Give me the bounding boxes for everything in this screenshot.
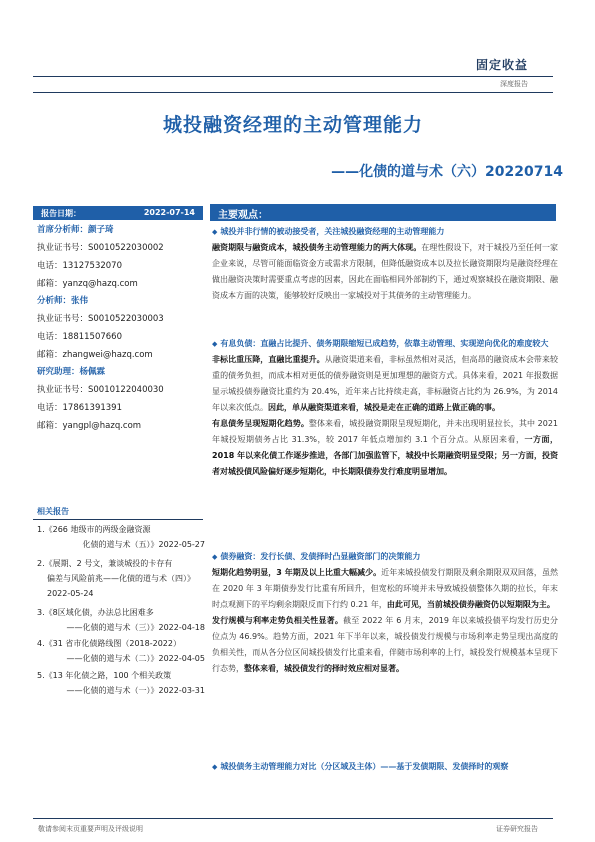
point-1	[212, 224, 558, 304]
point-3	[212, 549, 558, 677]
analyst-2-role: 分析师：张伟	[37, 296, 89, 306]
point-1-lead: 融资期限与融资成本，城投债务主动管理能力的两大体现。	[212, 243, 422, 252]
point-2a-text: 从融资渠道来看，非标虽然相对灵活，但高昂的融资成本会带来较重的债务负担，而成本相对更低的债券融资则是更加理想的融资方式。具体来看，2021 年报数据显示城投债券融资比重约为 20.4%，近年来占比持续走高，非标融资占比约为 26.9%，为 2014 年以来次低点。	[212, 355, 559, 412]
point-2a-conclusion: 因此，单从融资渠道来看，城投是走在正确的道路上做正确的事。	[268, 403, 500, 412]
point-3b-body	[212, 613, 558, 677]
analyst-3-cert: 执业证书号：S0010122040030	[37, 385, 164, 395]
point-2-heading	[212, 336, 558, 352]
point-4-heading-text: 城投债务主动管理能力对比（分区域及主体）——基于发债期限、发债择时的观察	[220, 762, 509, 771]
report-title: 城投融资经理的主动管理能力	[162, 114, 423, 136]
analyst-2-email[interactable]: 邮箱：zhangwei@hazq.com	[37, 350, 153, 360]
related-item-5[interactable]	[37, 668, 205, 698]
point-3b-conclusion: 整体来看，城投债发行的择时效应相对显著。	[244, 664, 404, 673]
point-2b-text: 整体来看，城投融资期限呈现短期化，并未出现明显拉长，其中 2021 年城投短期债务占比 31.3%，较 2017 年低点增加约 3.1 个百分点。从原因来看，	[212, 419, 558, 444]
footer-rule	[33, 818, 553, 819]
point-3a-text: 近年来城投债发行期限及剩余期限双双回落，虽然在 2020 年 3 年期债券发行比重有所回升，但宽松的环境并未导致城投债整体久期的拉长，年末时点观测下的平均剩余期限反而下行约 0.21 年，	[212, 568, 558, 609]
related-item-3-line2: ——化债的道与术（三）》2022-04-18	[66, 623, 205, 632]
related-item-1-line1: 1.《266 地级市的两级金融资源	[37, 525, 151, 534]
analyst-2-cert: 执业证书号：S0010522030003	[37, 314, 164, 324]
related-item-4-line1: 4.《31 省市化债路线图（2018-2022）	[37, 639, 181, 648]
point-1-body	[212, 240, 558, 304]
analyst-3-role: 研究助理：杨佩霖	[37, 367, 106, 377]
point-2	[212, 336, 558, 480]
related-rule	[33, 519, 203, 520]
report-date-label: 报告日期：	[41, 209, 81, 218]
header-rule	[33, 76, 553, 77]
analyst-3-email[interactable]: 邮箱：yangpl@hazq.com	[37, 421, 142, 431]
footer-disclaimer[interactable]: 敬请参阅末页重要声明及评级说明	[38, 825, 143, 833]
related-item-4-line2: ——化债的道与术（二）》2022-04-05	[66, 654, 205, 663]
report-date-value: 2022-07-14	[143, 208, 195, 217]
point-2a-body	[212, 352, 558, 416]
main-points-bar	[210, 204, 556, 221]
point-3b-text: 截至 2022 年 6 月末，2019 年以来城投债平均发行历史分位点为 46.9%。趋势方面，2021 年下半年以来，城投债发行规模与市场利率走势呈现出高度的负相关性，而从各分位区间城投债发行比重来看，伴随市场利率的上行，城投发行规模基本呈现下行态势，	[212, 616, 558, 673]
point-2-heading-text: 有息负债：直融占比提升、债务期限缩短已成趋势，依靠主动管理、实现逆向优化的难度较大	[220, 339, 549, 348]
analyst-1-role: 首席分析师：颜子琦	[37, 225, 114, 235]
related-item-3-line1: 3.《8区域化债，办法总比困难多	[37, 608, 154, 617]
report-date-bar	[33, 206, 203, 220]
header-rule-bottom	[33, 92, 553, 93]
point-2b-lead: 有息债务呈现短期化趋势。	[212, 419, 309, 428]
point-2b-conclusion: 一方面，2018 年以来化债工作逐步推进，各部门加强监管下，城投中长期融资明显受限；另一方面，投资者对城投债风险偏好逐步短期化，中长期限债券发行难度明显增加。	[212, 435, 558, 476]
point-4	[212, 759, 558, 775]
related-item-2-line1: 2.《展期、2 号文，兼谈城投的卡存有	[37, 559, 173, 568]
point-2a-lead: 非标比重压降，直融比重提升。	[212, 355, 325, 364]
point-3a-lead: 短期化趋势明显，3 年期及以上比重大幅减少。	[212, 568, 382, 577]
footer-label: 证券研究报告	[496, 825, 538, 833]
diamond-bullet-icon: ◆	[212, 228, 218, 236]
report-type: 深度报告	[500, 80, 528, 88]
point-3a-body	[212, 565, 558, 613]
point-3-heading	[212, 549, 558, 565]
point-3-heading-text: 债券融资：发行长债、发债择时凸显融资部门的决策能力	[220, 552, 421, 561]
related-item-4[interactable]	[37, 636, 205, 666]
related-item-3[interactable]	[37, 605, 205, 635]
diamond-bullet-icon: ◆	[212, 340, 218, 348]
related-item-1-line2: 化债的道与术（五）》2022-05-27	[82, 540, 205, 549]
point-1-text: 在理性假设下，对于城投乃至任何一家企业来说，尽管可能面临资金方或需求方限制，但降低融资成本以及拉长融资期限均是融资经理在做出融资决策时需要重点考虑的因素，因此在面临相同外部制约下，通过观察城投在融资期限、融资成本方面的决策，能够较好反映出一家城投对于其债务的主动管理能力。	[212, 243, 559, 300]
diamond-bullet-icon: ◆	[212, 553, 218, 561]
related-item-1[interactable]	[37, 522, 205, 552]
analyst-3-phone: 电话：17861391391	[37, 403, 122, 413]
point-1-heading	[212, 224, 558, 240]
related-heading: 相关报告	[37, 507, 69, 516]
related-item-2-line2: 偏差与风险前兆——化债的道与术（四）》2022-05-24	[47, 574, 195, 598]
point-2b-body	[212, 416, 558, 480]
analyst-1-email[interactable]: 邮箱：yanzq@hazq.com	[37, 279, 138, 289]
report-category: 固定收益	[476, 58, 529, 72]
main-points-title: 主要观点：	[218, 210, 268, 221]
related-item-5-line1: 5.《13 年化债之路，100 个相关政策	[37, 671, 172, 680]
analyst-1-cert: 执业证书号：S0010522030002	[37, 243, 164, 253]
point-1-heading-text: 城投并非行情的被动接受者，关注城投融资经理的主动管理能力	[220, 227, 445, 236]
point-3b-lead: 发行规模与利率走势负相关性显著。	[212, 616, 344, 625]
analyst-1-phone: 电话：13127532070	[37, 261, 122, 271]
point-3a-conclusion: 由此可见，当前城投债券融资仍以短期限为主。	[386, 600, 555, 609]
report-subtitle: ——化债的道与术（六）20220714	[331, 164, 563, 180]
related-item-2[interactable]	[37, 556, 205, 601]
analyst-2-phone: 电话：18811507660	[37, 332, 122, 342]
diamond-bullet-icon: ◆	[212, 763, 218, 771]
point-4-heading	[212, 759, 558, 775]
related-item-5-line2: ——化债的道与术（一）》2022-03-31	[66, 686, 205, 695]
